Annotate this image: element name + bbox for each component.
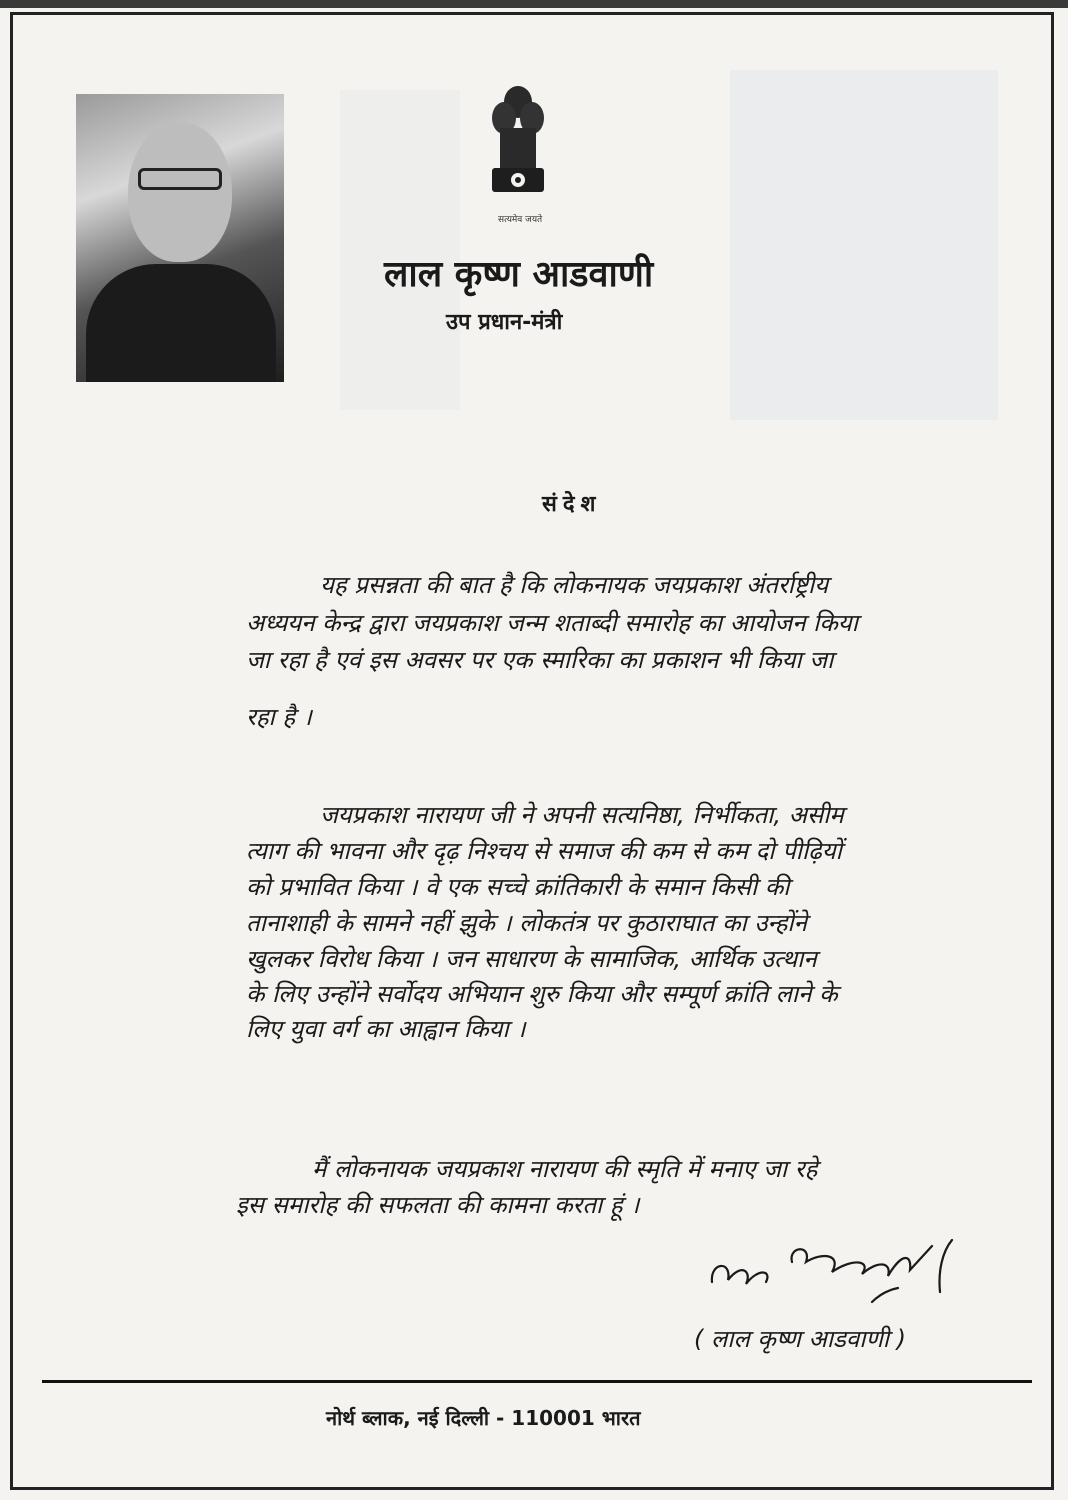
sender-designation: उप प्रधान-मंत्री: [446, 310, 563, 335]
body-line: जयप्रकाश नारायण जी ने अपनी सत्यनिष्ठा, निर्भीकता, असीम: [320, 801, 844, 829]
body-line: तानाशाही के सामने नहीं झुके । लोकतंत्र पर कुठाराघात का उन्होंने: [246, 909, 807, 937]
body-line: जा रहा है एवं इस अवसर पर एक स्मारिका का प्रकाशन भी किया जा: [246, 646, 834, 674]
body-line: रहा है ।: [246, 703, 312, 731]
body-line: अध्ययन केन्द्र द्वारा जयप्रकाश जन्म शताब्दी समारोह का आयोजन किया: [246, 609, 858, 637]
handwritten-signature: [702, 1232, 972, 1312]
signatory-name: ( लाल कृष्ण आडवाणी ): [694, 1325, 907, 1353]
body-line: त्याग की भावना और दृढ़ निश्चय से समाज की कम से कम दो पीढ़ियों: [246, 837, 842, 865]
body-line: के लिए उन्होंने सर्वोदय अभियान शुरु किया और सम्पूर्ण क्रांति लाने के: [246, 980, 838, 1008]
bleed-through: [730, 70, 998, 420]
body-line: यह प्रसन्नता की बात है कि लोकनायक जयप्रकाश अंतर्राष्ट्रीय: [320, 571, 829, 599]
body-line: खुलकर विरोध किया । जन साधारण के सामाजिक, आर्थिक उत्थान: [246, 945, 817, 973]
message-heading: संदेश: [542, 492, 602, 517]
body-line: मैं लोकनायक जयप्रकाश नारायण की स्मृति में मनाए जा रहे: [312, 1155, 818, 1183]
sender-name: लाल कृष्ण आडवाणी: [384, 254, 654, 295]
body-line: लिए युवा वर्ग का आह्वान किया ।: [246, 1015, 526, 1043]
scan-edge: [0, 0, 1068, 8]
state-emblem-icon: [486, 82, 550, 202]
emblem-motto: सत्यमेव जयते: [498, 215, 543, 225]
portrait-photo: [76, 94, 284, 382]
body-line: इस समारोह की सफलता की कामना करता हूं ।: [236, 1191, 640, 1219]
footer-address: नोर्थ ब्लाक, नई दिल्ली - 110001 भारत: [326, 1406, 641, 1430]
footer-divider: [42, 1380, 1032, 1383]
body-line: को प्रभावित किया । वे एक सच्चे क्रांतिकारी के समान किसी की: [246, 873, 790, 901]
